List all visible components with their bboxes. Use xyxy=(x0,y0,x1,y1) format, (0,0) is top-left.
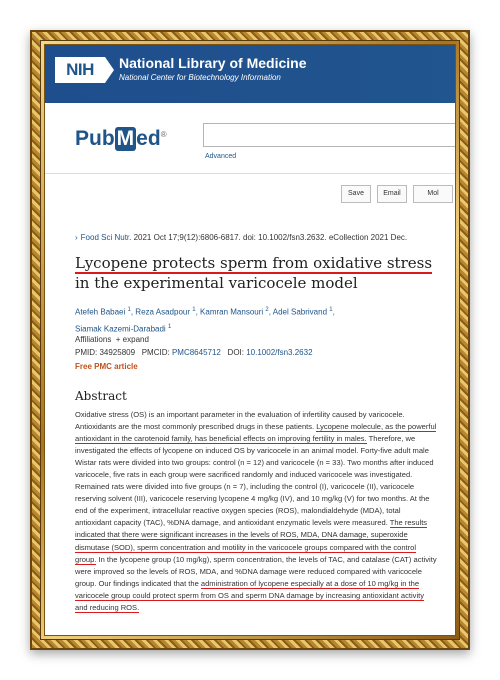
abstract-highlight: The results indicated that there were significant increases in the levels of ROS, MDA, DNA damage, superoxide dismutase (SOD), sperm concentration and motility in the varicocele groups compared with the control group. xyxy=(75,518,428,564)
abstract-text xyxy=(75,409,437,614)
pubmed-logo-m: M xyxy=(116,127,135,150)
save-button[interactable]: Save xyxy=(341,185,371,203)
nlm-subtitle: National Center for Biotechnology Information xyxy=(119,73,281,82)
free-pmc-badge[interactable]: Free PMC article xyxy=(75,362,138,371)
pubmed-logo-ed: ed xyxy=(136,127,161,150)
author-list: Atefeh Babaei $^1$, Reza Asadpour $^1$, Kamran Mansouri $^2$, Adel Sabrivand $^1$, Siamak Kazemi-Darabadi $^1$ xyxy=(75,307,335,334)
abstract-sentence: Therefore, we investigated the effects of lycopene on induced OS by varicocele in an animal model. Forty-five adult male Wistar rats were divided into two groups: control (n = 12) and varicocele (n = 33). Two months after induced varicocele, five rats in each group were sacrificed randomly and induced varicocele was investigated. Remained rats were divided into five groups (n = 7), including the control (I), varicocele (II), varicocele reserving solvent (III), varicocele reserving lycopene 4 mg/kg (IV), and 10 mg/kg (V) for two months. At the end of the experiment, intracellular reactive oxygen species (ROS), malondialdehyde (MDA), total antioxidant capacity (TAC), %DNA damage, and antioxidant enzymatic levels were measured. xyxy=(75,434,434,528)
author-affil-sup[interactable]: 1 xyxy=(167,323,172,330)
journal-link[interactable]: Food Sci Nutr xyxy=(80,233,130,242)
pubmed-logo[interactable] xyxy=(75,127,167,151)
pmid: PMID: 34925809 xyxy=(75,348,136,357)
email-button[interactable]: Email xyxy=(377,185,407,203)
abstract-sentence: Oxidative stress (OS) is an important parameter in the evaluation of infertility caused by varicocele. Antioxidants are the most commonly prescribed drugs in these patients. xyxy=(75,410,405,432)
author-affil-sup[interactable]: 2 xyxy=(265,307,269,313)
author-link[interactable]: Atefeh Babaei xyxy=(75,307,126,317)
author-affil-sup[interactable]: 1 xyxy=(127,307,131,313)
author-link[interactable]: Adel Sabrivand xyxy=(272,307,328,317)
author-affil-sup[interactable]: 1 xyxy=(192,307,196,313)
pubmed-logo-pub: Pub xyxy=(75,127,115,150)
abstract-sentence: In the lycopene group (10 mg/kg), sperm concentration, the levels of TAC, and catalase (CAT) activity were improved so the levels of ROS, MDA, and %DNA damage were reduced compared with varicocele group. Our findings indicated that the xyxy=(75,554,437,588)
nih-logo[interactable]: NIH xyxy=(55,57,105,83)
more-actions-button[interactable]: Mol xyxy=(413,185,453,203)
nlm-title[interactable]: National Library of Medicine xyxy=(119,55,307,71)
abstract-highlight: Lycopene molecule, as the powerful antioxidant in the carotenoid family, has beneficial effects on improving fertility in males. xyxy=(75,422,437,444)
citation-details: . 2021 Oct 17;9(12):6806-6817. doi: 10.1002/fsn3.2632. eCollection 2021 Dec. xyxy=(129,233,408,242)
author-link[interactable]: Siamak Kazemi-Darabadi xyxy=(75,324,166,334)
framed-screenshot xyxy=(44,44,456,636)
author-link[interactable]: Reza Asadpour xyxy=(135,307,190,317)
search-input[interactable] xyxy=(203,123,456,147)
author-affil-sup[interactable]: 1 xyxy=(329,307,333,313)
abstract-highlight: administration of lycopene especially at a dose of 10 mg/kg in the varicocele group could protect sperm from OS and sperm DNA damage by increasing antioxidant activity and reducing ROS. xyxy=(75,578,424,612)
expand-affiliations-button[interactable]: + expand xyxy=(115,335,149,344)
affiliations-row xyxy=(75,335,149,344)
registered-mark: ® xyxy=(160,130,167,139)
pmcid-link[interactable]: PMC8645712 xyxy=(171,348,221,357)
nlm-header xyxy=(45,45,455,103)
identifiers-row xyxy=(75,348,313,357)
author-link[interactable]: Kamran Mansouri xyxy=(200,307,264,317)
picture-frame xyxy=(30,30,470,650)
affiliations-label: Affiliations xyxy=(75,335,112,344)
doi-label: DOI: xyxy=(227,348,244,357)
pmcid-label: PMCID: xyxy=(141,348,170,357)
title-rest: in the experimental varicocele model xyxy=(75,274,358,292)
article-title xyxy=(75,253,445,293)
advanced-search-link[interactable]: Advanced xyxy=(205,153,237,160)
title-highlight: Lycopene protects sperm from oxidative stress xyxy=(75,254,433,272)
chevron-right-icon: › xyxy=(75,233,78,242)
doi-link[interactable]: 10.1002/fsn3.2632 xyxy=(246,348,313,357)
citation-source xyxy=(75,233,407,242)
header-divider xyxy=(45,173,455,174)
abstract-heading: Abstract xyxy=(75,389,127,403)
